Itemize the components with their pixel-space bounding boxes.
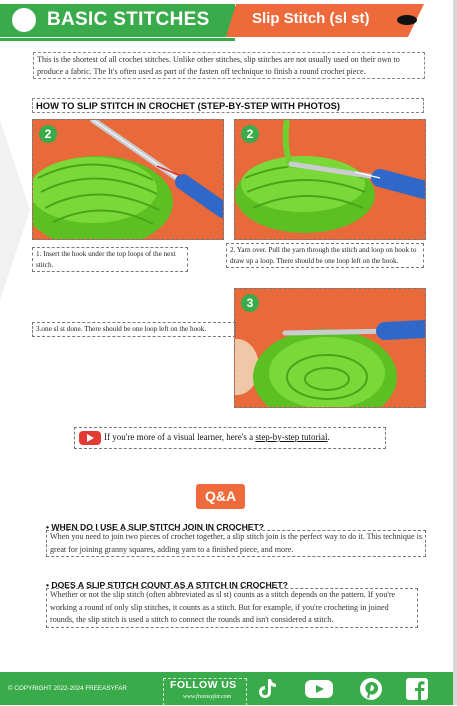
page-title: BASIC STITCHES [47, 9, 210, 30]
follow-us-label: FOLLOW US [170, 679, 237, 691]
step-2-photo [234, 119, 426, 240]
faq-question-2-text: DOES A SLIP STITCH COUNT AS A STITCH IN CROCHET? [51, 580, 288, 590]
section-heading: HOW TO SLIP STITCH IN CROCHET (STEP-BY-STEP WITH PHOTOS) [32, 98, 424, 113]
copyright-text: © COPYRIGHT 2022-2024 FREEASYFAR [8, 685, 127, 692]
faq-answer-1: When you need to join two pieces of crochet together, a slip stitch join is the perfect way to do it. This technique is great for joining granny squares, adding yarn to a finished piece, and more. [46, 530, 426, 557]
video-end: . [327, 432, 330, 442]
header-dot-icon [12, 8, 36, 32]
step-1-photo [32, 119, 224, 240]
step-2-badge: 2 [241, 125, 259, 143]
header-underline [0, 38, 235, 41]
page-header [0, 0, 453, 40]
step-3-badge: 3 [241, 294, 259, 312]
page-edge [453, 0, 457, 705]
facebook-icon[interactable] [405, 677, 429, 701]
step-2-caption: 2. Yarn over. Pull the yarn through the stitch and loop on hook to draw up a loop. There should be one loop left on the hook. [226, 243, 424, 268]
faq-question-1: • WHEN DO I USE A SLIP STITCH JOIN IN CROCHET? [46, 522, 265, 532]
youtube-play-icon[interactable] [79, 431, 101, 445]
faq-question-1-text: WHEN DO I USE A SLIP STITCH JOIN IN CROCHET? [51, 522, 265, 532]
video-callout-text [104, 432, 330, 442]
step-3-illustration [235, 289, 425, 407]
step-1-caption: 1. Insert the hook under the top loops of the next stitch. [32, 247, 188, 272]
step-1-illustration [33, 120, 223, 239]
page-footer [0, 672, 453, 705]
qa-badge: Q&A [196, 484, 245, 509]
intro-paragraph: This is the shortest of all crochet stitches. Unlike other stitches, slip stitches are not usually used on their own to produce a fabric. The It's often used as part of the fasten off technique to finish a round crochet piece. [33, 52, 425, 79]
step-3-photo [234, 288, 426, 408]
step-3-caption: 3.one sl st done. There should be one loop left on the hook. [32, 322, 236, 337]
step-2-illustration [235, 120, 425, 239]
website-link[interactable]: www.freeasyfar.com [183, 694, 231, 700]
video-callout [74, 427, 386, 449]
youtube-icon[interactable] [304, 677, 334, 701]
faq-answer-2: Whether or not the slip stitch (often abbreviated as sl st) counts as a stitch depends on the pattern. If you're working a round of only slip stitches, it counts as a stitch. But for example, if you're crocheting in joined rounds, the slip stitch is used a stitch to connect the rounds and isn't considered a stitch. [46, 588, 418, 628]
page-subtitle: Slip Stitch (sl st) [252, 10, 370, 27]
tiktok-icon[interactable] [255, 677, 279, 701]
faq-question-2: • DOES A SLIP STITCH COUNT AS A STITCH IN CROCHET? [46, 580, 288, 590]
step-1-badge: 2 [39, 125, 57, 143]
video-text: If you're more of a visual learner, here's a [104, 432, 256, 442]
stitch-symbol-icon [397, 15, 417, 25]
tutorial-link[interactable]: step-by-step tutorial [255, 432, 328, 442]
pinterest-icon[interactable] [359, 677, 383, 701]
background-triangle [0, 120, 30, 300]
